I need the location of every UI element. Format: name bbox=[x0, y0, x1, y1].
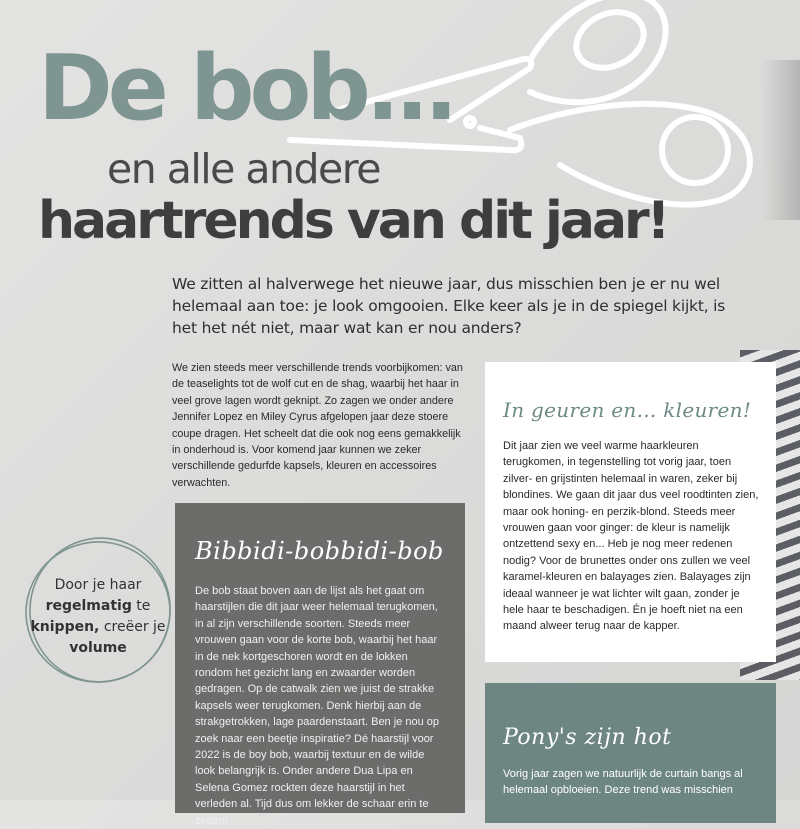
title-line-3: haartrends van dit jaar! bbox=[38, 191, 668, 251]
callout-part-3: creëer je bbox=[103, 619, 166, 635]
callout-circle bbox=[18, 530, 178, 690]
callout-bold-1: regelmatig bbox=[45, 598, 132, 614]
callout-text bbox=[28, 575, 168, 659]
pony-section bbox=[485, 683, 776, 823]
colors-text: Dit jaar zien we veel warme haarkleuren terugkomen, in tegenstelling tot vorig jaar, toen zilver- en grijstinten helemaal in waren, zeker bij blondines. We gaan dit jaar dus veel roodtinten zien, maar ook honing- en perzik-blond. Steeds meer vrouwen gaan voor ginger: de kleur is namelijk ontzettend sexy en... Heb je nog meer redenen nodig? Voor de brunettes onder ons zullen we veel karamel-kleuren en balayages zien. Balayages zijn ideaal wanneer je wat lichter wilt gaan, zonder je hele haar te beschadigen. Én je hoeft niet na een maand alweer terug naar de kapper. bbox=[503, 440, 759, 633]
bob-heading: Bibbidi-bobbidi-bob bbox=[195, 537, 444, 565]
bob-section bbox=[175, 503, 465, 827]
title-line-2: en alle andere bbox=[107, 145, 380, 193]
title-line-1: De bob... bbox=[38, 36, 454, 141]
body-paragraph: We zien steeds meer verschillende trends voorbijkomen: van de teaselights tot de wolf cut en de shag, waarbij het haar in veel grove lagen wordt geknipt. Zo zagen we onder andere Jennifer Lopez en Miley Cyrus afgelopen jaar deze stoere coupe dragen. Het scheelt dat die ook nog eens gemakkelijk in onderhoud is. Voor komend jaar kunnen we zeker verschillende gedurfde kapsels, kleuren en accessoires verwachten. bbox=[172, 362, 463, 489]
colors-heading: In geuren en... kleuren! bbox=[503, 398, 752, 422]
callout-bold-3: volume bbox=[69, 640, 127, 656]
bob-text: De bob staat boven aan de lijst als het gaat om haarstijlen die dit jaar weer helemaal terugkomen, in al zijn verschillende soorten. Steeds meer vrouwen gaan voor de korte bob, waarbij het haar in de nek kortgeschoren wordt en de lokken rondom het gezicht lang en zwaarder worden gedragen. Op de catwalk zien we juist de strakke kapsels weer terugkomen. Denk hierbij aan de strakgetrokken, lage paardenstaart. Ben je nou op zoek naar een beetje inspiratie? Dé haarstijl voor 2022 is de boy bob, waarbij textuur en de wilde look belangrijk is. Onder andere Dua Lipa en Selena Gomez rockten deze haarstijl in het verleden al. Tijd dus om lekker de schaar erin te zetten! bbox=[195, 585, 439, 827]
callout-part-2: te bbox=[136, 598, 151, 614]
pony-heading: Pony's zijn hot bbox=[503, 725, 672, 750]
pony-text: Vorig jaar zagen we natuurlijk de curtain bangs al helemaal opbloeien. Deze trend was misschien bbox=[503, 768, 743, 797]
callout-bold-2: knippen, bbox=[30, 619, 100, 635]
colors-section bbox=[485, 362, 776, 662]
callout-part-1: Door je haar bbox=[54, 577, 142, 593]
intro-paragraph: We zitten al halverwege het nieuwe jaar, dus misschien ben je er nu wel helemaal aan toe: je look omgooien. Elke keer als je in de spiegel kijkt, is het het nét niet, maar wat kan er nou anders? bbox=[172, 275, 726, 337]
